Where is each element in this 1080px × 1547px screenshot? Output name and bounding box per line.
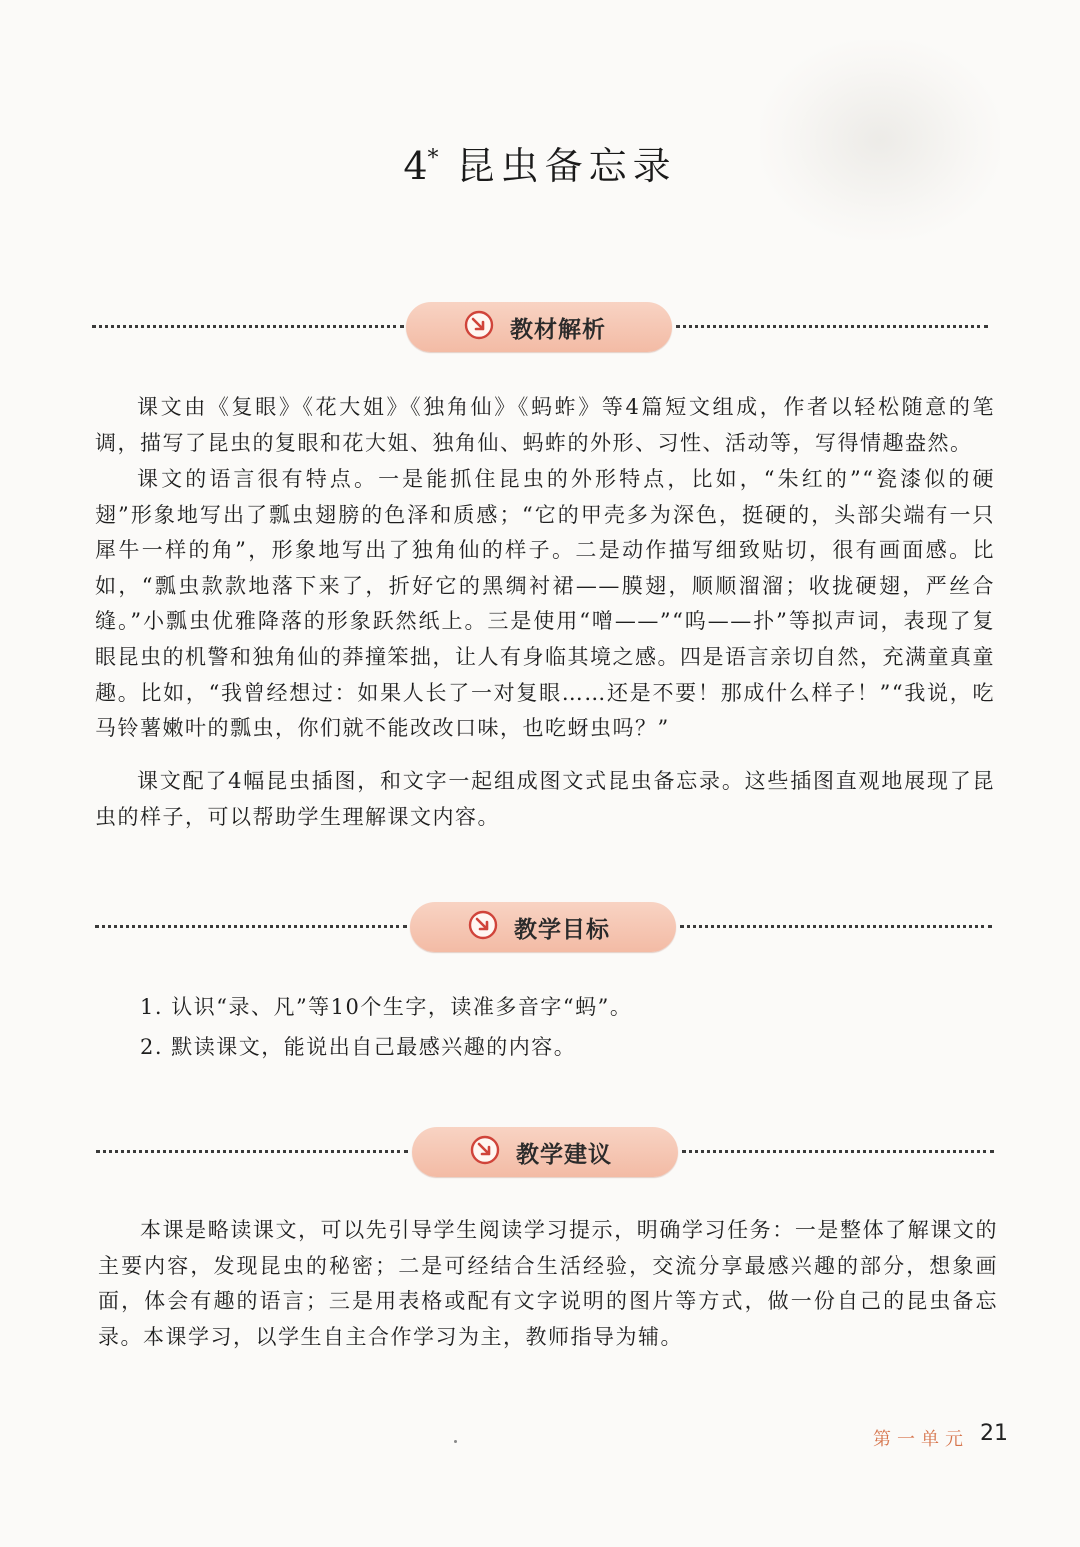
section-pill (406, 302, 672, 352)
dotted-rule-left (96, 1150, 408, 1153)
suggestion-paragraph: 本课是略读课文，可以先引导学生阅读学习提示，明确学习任务：一是整体了解课文的主要内容，发现昆虫的秘密；二是可经结合生活经验，交流分享最感兴趣的部分，想象画面，体会有趣的语言；三是用表格或配有文字说明的图片等方式，做一份自己的昆虫备忘录。本课学习，以学生自主合作学习为主，教师指导为辅。 (98, 1218, 998, 1349)
analysis-paragraph-2: 课文的语言很有特点。一是能抓住昆虫的外形特点，比如，“朱红的”“瓷漆似的硬翅”形象地写出了瓢虫翅膀的色泽和质感；“它的甲壳多为深色，挺硬的，头部尖端有一只犀牛一样的角”，形象地写出了独角仙的样子。二是动作描写细致贴切，很有画面感。比如，“瓢虫款款地落下来了，折好它的黑绸衬裙——膜翅，顺顺溜溜；收拢硬翅，严丝合缝。”小瓢虫优雅降落的形象跃然纸上。三是使用“噌——”“呜——扑”等拟声词，表现了复眼昆虫的机警和独角仙的莽撞笨拙，让人有身临其境之感。四是语言亲切自然，充满童真童趣。比如，“我曾经想过：如果人长了一对复眼……还是不要！那成什么样子！”“我说，吃马铃薯嫩叶的瓢虫，你们就不能改改口味，也吃蚜虫吗？” (95, 467, 995, 741)
goal-item-1: 1. 认识“录、凡”等10个生字，读准多音字“蚂”。 (140, 995, 633, 1019)
section-heading: 教学目标 (514, 917, 610, 943)
arrow-circle-icon (464, 310, 494, 340)
dotted-rule-right (680, 925, 992, 928)
lesson-title (0, 135, 1080, 190)
goal-item-2: 2. 默读课文，能说出自己最感兴趣的内容。 (140, 1035, 577, 1059)
lesson-number: 4 (403, 144, 428, 188)
lesson-mark: * (427, 146, 439, 171)
dotted-rule-right (676, 325, 988, 328)
dotted-rule-right (682, 1150, 994, 1153)
arrow-circle-icon (468, 910, 498, 940)
section-pill (412, 1127, 678, 1177)
dotted-rule-left (92, 325, 404, 328)
section-header-analysis (0, 296, 1080, 356)
section-pill (410, 902, 676, 952)
section-heading: 教材解析 (510, 317, 606, 343)
unit-label: 第一单元 (873, 1429, 969, 1450)
analysis-paragraph-3: 课文配了4幅昆虫插图，和文字一起组成图文式昆虫备忘录。这些插图直观地展现了昆虫的样子，可以帮助学生理解课文内容。 (95, 769, 995, 829)
arrow-circle-icon (470, 1135, 500, 1165)
section-header-goals (0, 896, 1080, 956)
lesson-title-text: 昆虫备忘录 (456, 144, 677, 188)
dotted-rule-left (95, 925, 407, 928)
section-heading: 教学建议 (516, 1142, 612, 1168)
page-number: 21 (980, 1421, 1008, 1446)
section-header-suggestions (0, 1121, 1080, 1181)
analysis-paragraph-1: 课文由《复眼》《花大姐》《独角仙》《蚂蚱》等4篇短文组成，作者以轻松随意的笔调，描写了昆虫的复眼和花大姐、独角仙、蚂蚱的外形、习性、活动等，写得情趣盎然。 (95, 395, 995, 455)
scan-speck (454, 1440, 457, 1443)
